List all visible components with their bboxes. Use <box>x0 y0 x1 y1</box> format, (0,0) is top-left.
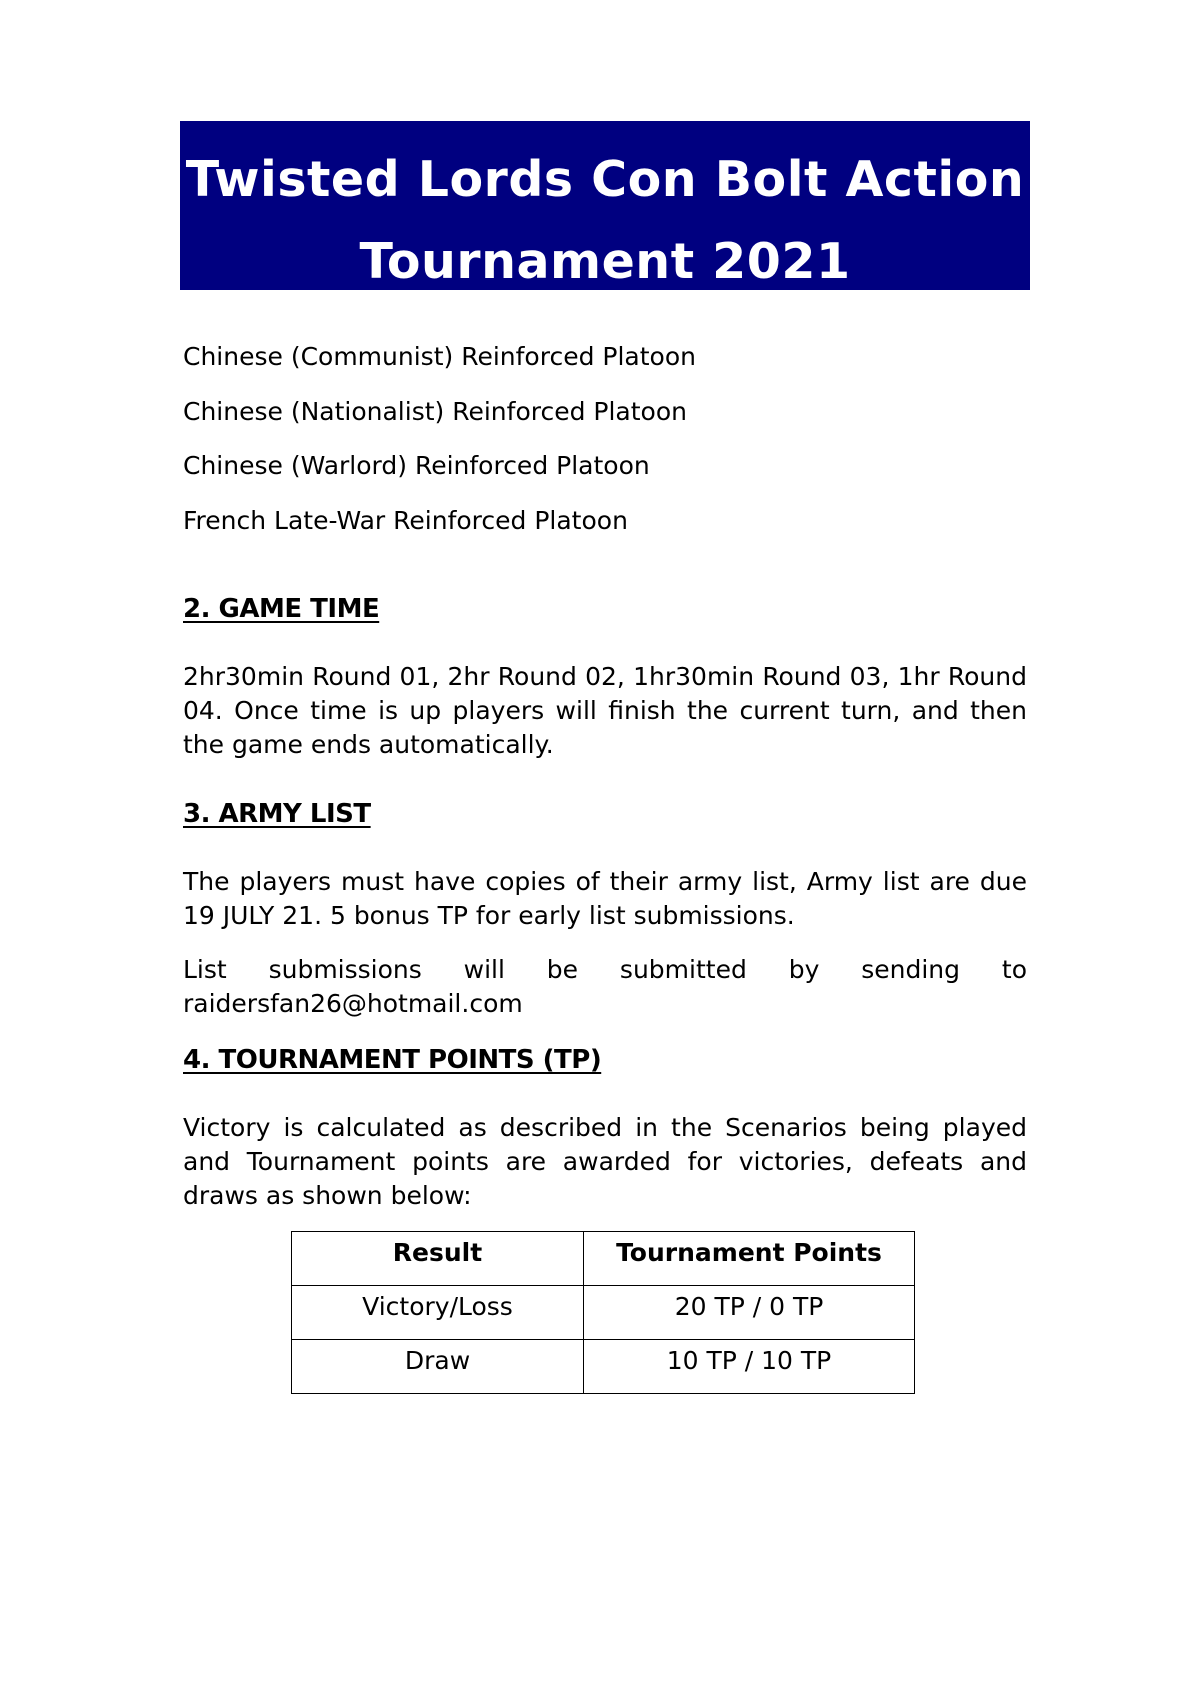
submission-email: raidersfan26@hotmail.com <box>183 989 523 1018</box>
table-cell: 10 TP / 10 TP <box>584 1340 915 1394</box>
platoon-item: Chinese (Warlord) Reinforced Platoon <box>183 451 650 480</box>
platoon-item: Chinese (Communist) Reinforced Platoon <box>183 342 696 371</box>
table-cell: Draw <box>292 1340 584 1394</box>
table-cell: 20 TP / 0 TP <box>584 1286 915 1340</box>
table-cell: Victory/Loss <box>292 1286 584 1340</box>
table-row <box>292 1286 915 1340</box>
tournament-points-table <box>291 1231 915 1394</box>
table-header-cell: Result <box>292 1232 584 1286</box>
table-header-cell: Tournament Points <box>584 1232 915 1286</box>
tournament-points-heading: 4. TOURNAMENT POINTS (TP) <box>183 1045 602 1075</box>
tournament-points-body: Victory is calculated as described in the Scenarios being played and Tournament points are awarded for victories, defeats and draws as shown below: <box>183 1113 1027 1210</box>
title-line-2: Tournament 2021 <box>359 233 851 290</box>
army-list-body: The players must have copies of their army list, Army list are due 19 JULY 21. 5 bonus TP for early list submissions. <box>183 867 1027 930</box>
game-time-heading: 2. GAME TIME <box>183 594 380 624</box>
platoon-item: Chinese (Nationalist) Reinforced Platoon <box>183 397 687 426</box>
table-header-row <box>292 1232 915 1286</box>
army-list-heading: 3. ARMY LIST <box>183 799 371 829</box>
platoon-item: French Late-War Reinforced Platoon <box>183 506 628 535</box>
title-banner <box>180 121 1030 290</box>
game-time-body: 2hr30min Round 01, 2hr Round 02, 1hr30min Round 03, 1hr Round 04. Once time is up players will finish the current turn, and then the game ends automatically. <box>183 662 1027 759</box>
army-list-submission-text: List submissions will be submitted by sending to <box>183 955 1027 984</box>
table-row <box>292 1340 915 1394</box>
title-line-1: Twisted Lords Con Bolt Action <box>185 151 1025 208</box>
